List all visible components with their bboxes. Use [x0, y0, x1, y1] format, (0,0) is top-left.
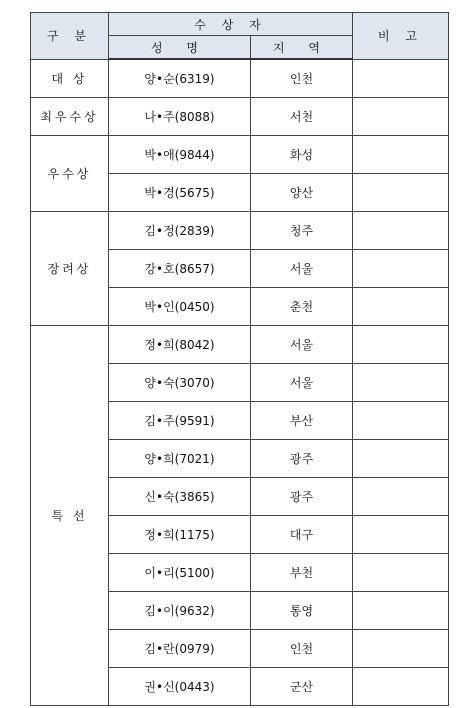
- region-cell: 양산: [251, 174, 353, 212]
- name-cell: 권•신(0443): [109, 668, 251, 706]
- region-cell: 부산: [251, 402, 353, 440]
- name-cell: 강•호(8657): [109, 250, 251, 288]
- header-name: 성 명: [109, 36, 251, 60]
- name-cell: 정•희(1175): [109, 516, 251, 554]
- name-cell: 김•주(9591): [109, 402, 251, 440]
- name-cell: 박•인(0450): [109, 288, 251, 326]
- region-cell: 서울: [251, 326, 353, 364]
- note-cell: [353, 630, 449, 668]
- note-cell: [353, 592, 449, 630]
- note-cell: [353, 478, 449, 516]
- note-cell: [353, 668, 449, 706]
- region-cell: 화성: [251, 136, 353, 174]
- header-note: 비 고: [353, 13, 449, 60]
- region-cell: 인천: [251, 630, 353, 668]
- region-cell: 통영: [251, 592, 353, 630]
- category-cell: 최우수상: [31, 98, 109, 136]
- region-cell: 군산: [251, 668, 353, 706]
- table-row: [31, 136, 449, 174]
- note-cell: [353, 440, 449, 478]
- table-row: [31, 59, 449, 98]
- name-cell: 김•정(2839): [109, 212, 251, 250]
- region-cell: 부천: [251, 554, 353, 592]
- name-cell: 이•리(5100): [109, 554, 251, 592]
- name-cell: 양•희(7021): [109, 440, 251, 478]
- name-cell: 박•경(5675): [109, 174, 251, 212]
- name-cell: 양•숙(3070): [109, 364, 251, 402]
- name-cell: 나•주(8088): [109, 98, 251, 136]
- note-cell: [353, 326, 449, 364]
- table-row: [31, 326, 449, 364]
- note-cell: [353, 288, 449, 326]
- note-cell: [353, 136, 449, 174]
- table-row: [31, 212, 449, 250]
- table-row: [31, 98, 449, 136]
- note-cell: [353, 516, 449, 554]
- note-cell: [353, 402, 449, 440]
- region-cell: 서울: [251, 364, 353, 402]
- category-cell: 장려상: [31, 212, 109, 326]
- category-cell: 우수상: [31, 136, 109, 212]
- header-row-top: [31, 13, 449, 36]
- name-cell: 김•이(9632): [109, 592, 251, 630]
- header-recipients: 수 상 자: [109, 13, 353, 36]
- region-cell: 서울: [251, 250, 353, 288]
- region-cell: 인천: [251, 59, 353, 98]
- name-cell: 박•애(9844): [109, 136, 251, 174]
- awards-table-body: [31, 13, 449, 706]
- region-cell: 서천: [251, 98, 353, 136]
- region-cell: 청주: [251, 212, 353, 250]
- note-cell: [353, 212, 449, 250]
- region-cell: 춘천: [251, 288, 353, 326]
- note-cell: [353, 250, 449, 288]
- header-category: 구 분: [31, 13, 109, 60]
- header-region: 지 역: [251, 36, 353, 60]
- name-cell: 양•순(6319): [109, 59, 251, 98]
- awards-table: [30, 12, 449, 706]
- note-cell: [353, 174, 449, 212]
- name-cell: 김•란(0979): [109, 630, 251, 668]
- note-cell: [353, 554, 449, 592]
- region-cell: 광주: [251, 440, 353, 478]
- note-cell: [353, 59, 449, 98]
- name-cell: 신•숙(3865): [109, 478, 251, 516]
- name-cell: 정•희(8042): [109, 326, 251, 364]
- note-cell: [353, 364, 449, 402]
- note-cell: [353, 98, 449, 136]
- region-cell: 대구: [251, 516, 353, 554]
- category-cell: 특 선: [31, 326, 109, 706]
- region-cell: 광주: [251, 478, 353, 516]
- category-cell: 대 상: [31, 59, 109, 98]
